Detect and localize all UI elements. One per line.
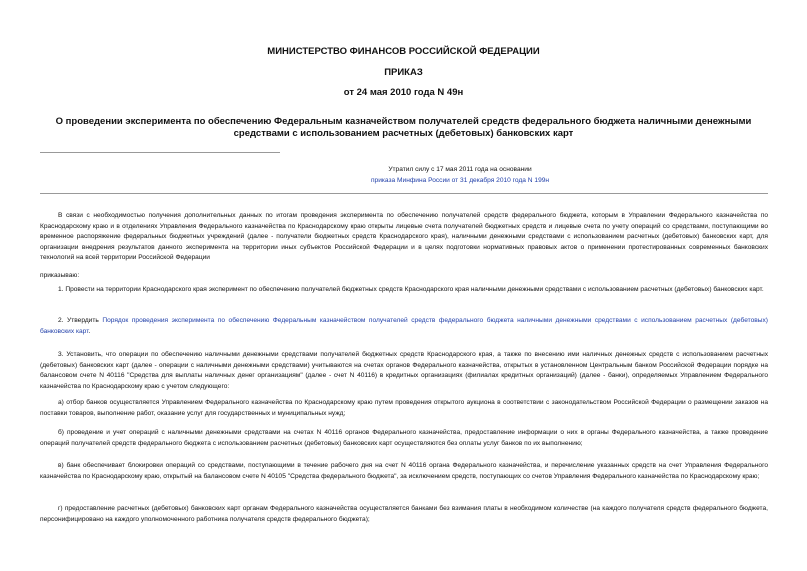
paragraph-b: [40, 428, 768, 449]
order-link[interactable]: Порядок проведения эксперимента по обеспечению Федеральным казначейством получателей средств федерального бюджета наличными денежными средствами с использованием расчетных (дебетовых) банковских карт: [40, 317, 768, 335]
prikazyvayu-line: [40, 271, 768, 282]
status-line: Утратил силу с 17 мая 2011 года на основании: [388, 166, 532, 173]
paragraph-2-prefix: 2. Утвердить: [58, 317, 103, 324]
paragraph-v-text: в) банк обеспечивает блокировки операций со средствами, поступающими в течение рабочего дня на счет N 40116 органа Федерального казначейства, и перечисление указанных средств на счет Управления Федерального казначейства по Краснодарскому краю, открытый на балансовом счете N 40105 "Средства федерального бюджета", за исключением средств, поступающих со счетов Управления Федерального казначейства по Краснодарскому краю;: [40, 462, 768, 480]
date-number-heading: от 24 мая 2010 года N 49н: [343, 87, 464, 98]
ministry-heading: МИНИСТЕРСТВО ФИНАНСОВ РОССИЙСКОЙ ФЕДЕРАЦИИ: [267, 46, 540, 57]
paragraph-b-text: б) проведение и учет операций с наличными денежными средствами на счетах N 40116 органов Федерального казначейства, предоставление информации о них в органы Федерального казначейства, а также проведение операций получателей средств федерального бюджета с использованием расчетных (дебетовых) банковских карт осуществляются без оплаты услуг банков по их выполнению;: [40, 429, 768, 447]
paragraph-1: [40, 285, 768, 296]
paragraph-a-text: а) отбор банков осуществляется Управлением Федерального казначейства по Краснодарскому краю путем проведения открытого аукциона в соответствии с законодательством Российской Федерации о размещении заказов на поставки товаров, выполнение работ, оказание услуг для государственных и муниципальных нужд;: [40, 399, 768, 417]
divider-short: [40, 152, 280, 153]
doc-type-heading: ПРИКАЗ: [384, 67, 423, 78]
paragraph-g-text: г) предоставление расчетных (дебетовых) банковских карт органам Федерального казначейства осуществляется банками без взимания платы в необходимом количестве (на каждого получателя средств федерального бюджета, персонифицировано на каждого уполномоченного работника получателя средств федерального бюджета);: [40, 505, 768, 523]
intro-paragraph: [40, 211, 768, 264]
divider-long: [40, 193, 768, 194]
intro-text: В связи с необходимостью получения дополнительных данных по итогам проведения эксперимента по обеспечению получателей средств федерального бюджета, которым в Управлении Федерального казначейства по Краснодарскому краю и в отделениях Управления Федерального казначейства по Краснодарскому краю открыты лицевые счета получателей бюджетных средств и лицевые счета по учету операций со средствами, поступающими во временное распоряжение федеральных бюджетных учреждений (далее - получатели бюджетных средств Краснодарского края), наличными денежными средствами с использованием расчетных (дебетовых) банковских карт, для организации внедрения результатов данного эксперимента на территории иных субъектов Российской Федерации и в целях подготовки нормативных правовых актов о применении протестированных современных банковских технологий на всей территории Российской Федерации: [40, 212, 768, 262]
document-title: О проведении эксперимента по обеспечению Федеральным казначейством получателей средств федерального бюджета наличными денежными средствами с использованием расчетных (дебетовых) банковских карт: [55, 116, 752, 139]
paragraph-2: [40, 316, 768, 337]
paragraph-1-text: 1. Провести на территории Краснодарского края эксперимент по обеспечению получателей бюджетных средств Краснодарского края наличными денежными средствами с использованием расчетных (дебетовых) банковских карт.: [58, 286, 764, 293]
paragraph-3-text: 3. Установить, что операции по обеспечению наличными денежными средствами получателей бюджетных средств Краснодарского края, а также по внесению ими наличных денежных средств с использованием расчетных (дебетовых) банковских карт (далее - операции с наличными денежными средствами) учитываются на счетах органов Федерального казначейства, открытых в установленном Центральным банком Российской Федерации порядке на балансовом счете N 40116 "Средства для выплаты наличных денег организациям" (далее - счет N 40116) в кредитных организациях (филиалах кредитных организаций) (далее - банки), определяемых Управлением Федерального казначейства по Краснодарскому краю с учетом следующего:: [40, 351, 768, 390]
paragraph-3: [40, 350, 768, 392]
paragraph-a: [40, 398, 768, 419]
status-link[interactable]: приказа Минфина России от 31 декабря 2010 года N 199н: [370, 177, 550, 184]
status-note: [270, 164, 650, 186]
prikazyvayu-text: приказываю:: [40, 272, 80, 279]
paragraph-2-suffix: .: [88, 327, 91, 335]
paragraph-v: [40, 461, 768, 482]
paragraph-g: [40, 504, 768, 525]
